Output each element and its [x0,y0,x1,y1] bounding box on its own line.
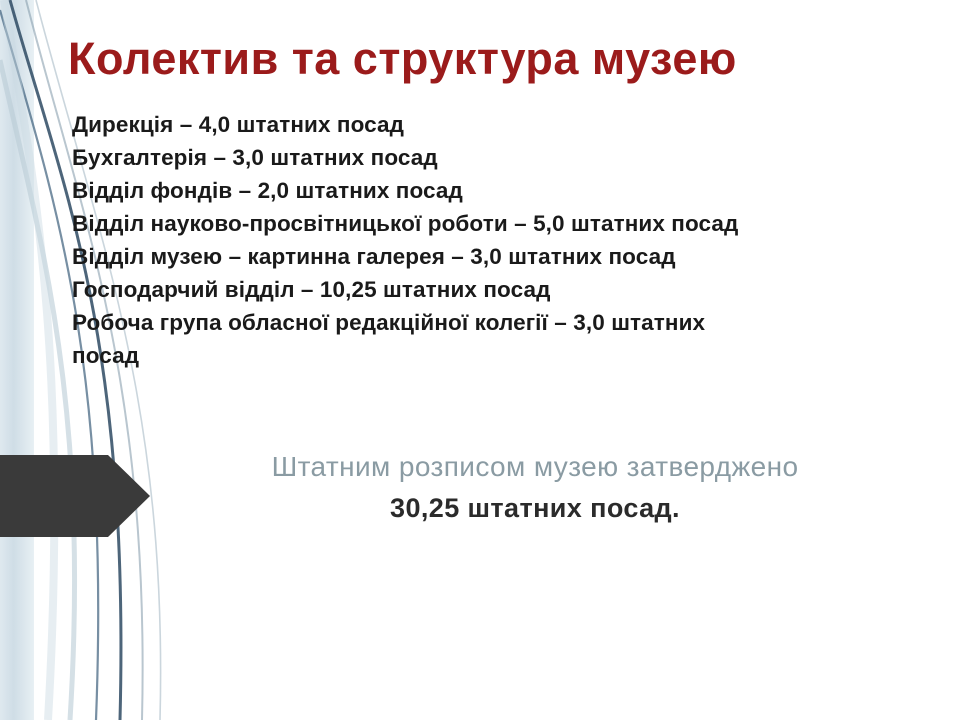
summary-line-2: 30,25 штатних посад. [390,493,680,523]
list-item: Дирекція – 4,0 штатних посад [72,112,405,137]
list-item: Господарчий відділ – 10,25 штатних посад [72,277,551,302]
summary-callout [150,448,920,528]
list-item: Робоча група обласної редакційної колегії – 3,0 штатних [72,310,706,335]
list-item: посад [72,343,140,368]
page-title: Колектив та структура музею [68,33,737,84]
list-item: Відділ фондів – 2,0 штатних посад [72,178,463,203]
list-item: Бухгалтерія – 3,0 штатних посад [72,145,438,170]
summary-line-1: Штатним розписом музею затверджено [271,451,799,482]
structure-list [72,108,932,372]
list-item: Відділ музею – картинна галерея – 3,0 штатних посад [72,244,676,269]
chevron-callout-icon [0,455,150,537]
list-item: Відділ науково-просвітницької роботи – 5,0 штатних посад [72,211,739,236]
